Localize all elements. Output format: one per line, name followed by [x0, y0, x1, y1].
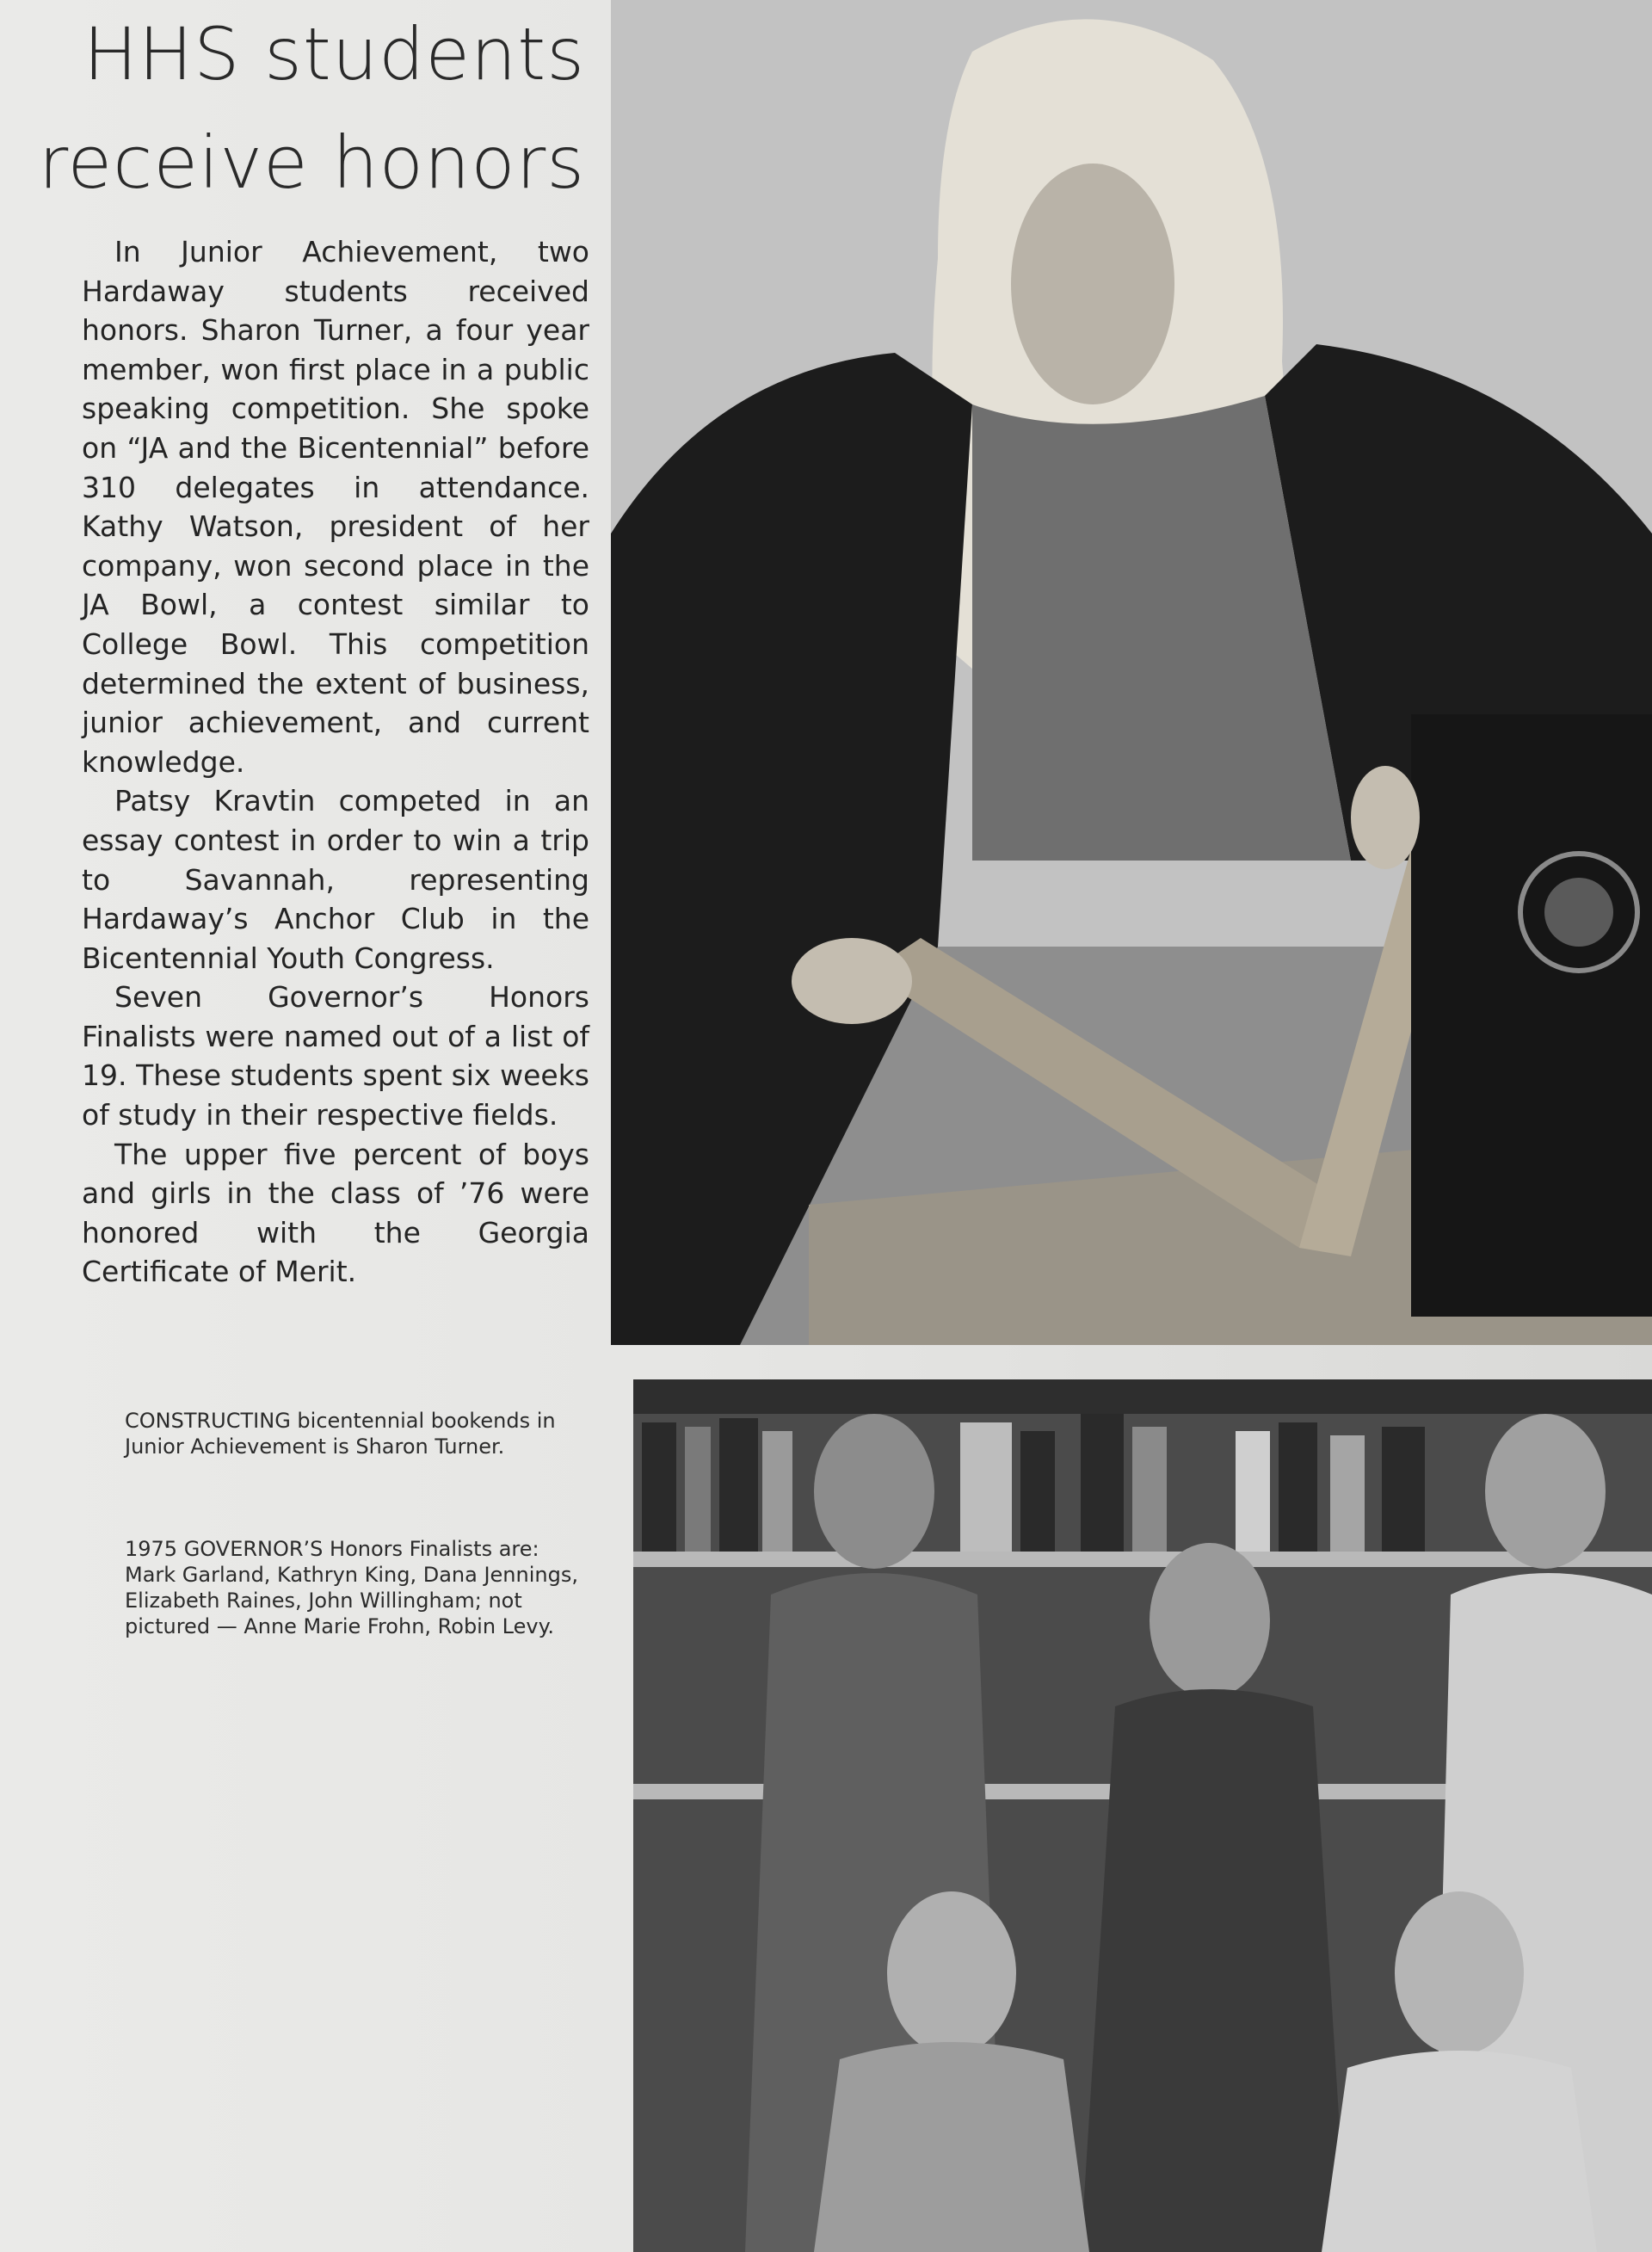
article-paragraph: The upper five percent of boys and girls in the class of ’76 were honored with the Georgia Certificate of Merit.: [82, 1137, 589, 1289]
article-paragraph: Patsy Kravtin competed in an essay contest in order to win a trip to Savannah, representing Hardaway’s Anchor Club in the Bicentennial Youth Congress.: [82, 784, 589, 975]
article-paragraph: In Junior Achievement, two Hardaway students received honors. Sharon Turner, a four year member, won first place in a public speaking competition. She spoke on “JA and the Bicentennial” before 310 delegates in attendance. Kathy Watson, president of her company, won second place in the JA Bowl, a contest similar to College Bowl. This competition determined the extent of business, junior achievement, and current knowledge.: [82, 235, 589, 779]
article-body: [82, 232, 589, 1292]
headline: [34, 0, 585, 217]
woodworking-photo-icon: [611, 0, 1652, 1345]
group-portrait-photo-icon: [633, 1379, 1652, 2252]
headline-line-2: receive honors: [38, 120, 585, 205]
caption-bookends: CONSTRUCTING bicentennial bookends in Junior Achievement is Sharon Turner.: [125, 1409, 556, 1459]
group-portrait-illustration: [633, 1379, 1652, 2252]
woodworking-photo-illustration: [611, 0, 1652, 1345]
caption-finalists: 1975 GOVERNOR’S Honors Finalists are: Mark Garland, Kathryn King, Dana Jennings, Elizabeth Raines, John Willingham; not pictured — Anne Marie Frohn, Robin Levy.: [125, 1537, 578, 1638]
article-paragraph: Seven Governor’s Honors Finalists were named out of a list of 19. These students spent six weeks of study in their respective fields.: [82, 980, 589, 1132]
headline-line-1: HHS students: [83, 12, 585, 96]
